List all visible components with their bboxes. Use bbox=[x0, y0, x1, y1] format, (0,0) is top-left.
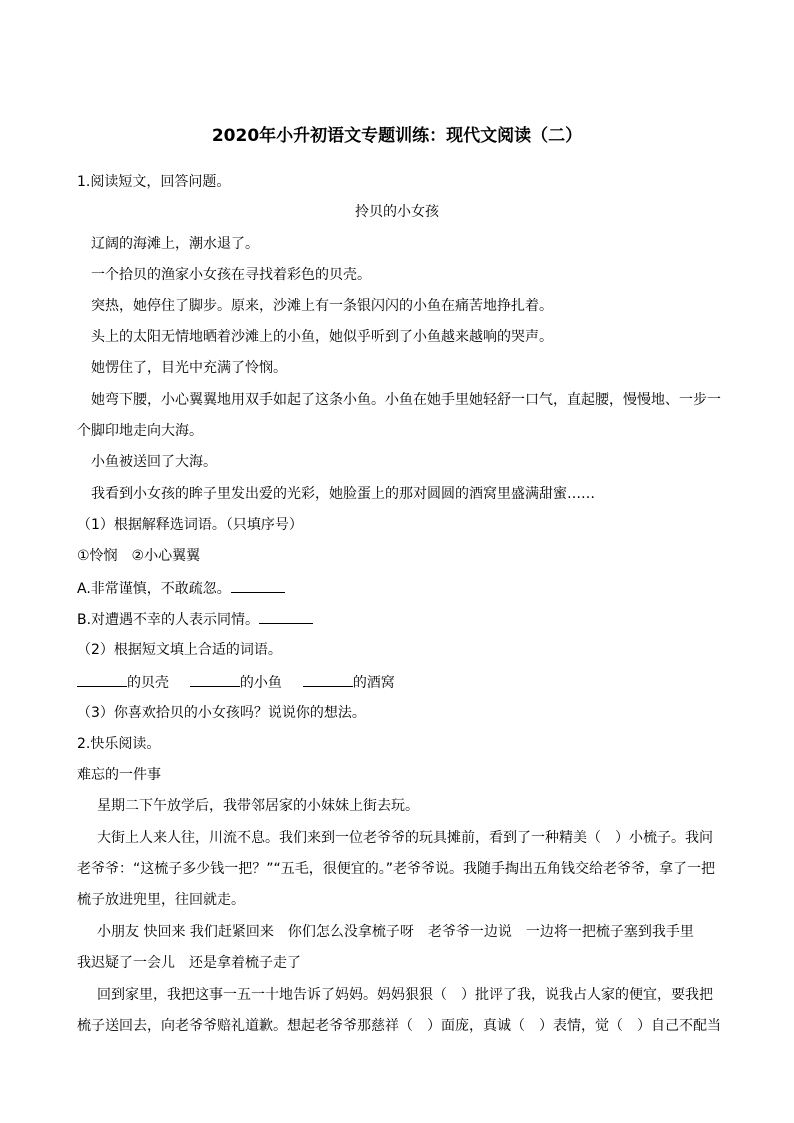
fill-label: 的酒窝 bbox=[352, 675, 395, 691]
story-2-title: 难忘的一件事 bbox=[77, 767, 161, 783]
item-a-text: A.非常谨慎，不敢疏忽。 bbox=[77, 581, 231, 597]
paragraph: 辽阔的海滩上，潮水退了。 bbox=[91, 236, 259, 252]
answer-blank[interactable] bbox=[259, 609, 313, 624]
paragraph-continued: 我迟疑了一会儿 还是拿着梳子走了 bbox=[77, 955, 301, 971]
question-2-prompt: 2.快乐阅读。 bbox=[77, 736, 161, 752]
paragraph: 回到家里，我把这事一五一十地告诉了妈妈。妈妈狠狠（ ）批评了我，说我占人家的便宜，要我把 bbox=[97, 987, 713, 1003]
word-options: ①怜悯 ②小心翼翼 bbox=[77, 548, 201, 564]
paragraph: 头上的太阳无情地晒着沙滩上的小鱼，她似乎听到了小鱼越来越响的哭声。 bbox=[91, 329, 553, 345]
item-b-text: B.对遭遇不幸的人表示同情。 bbox=[77, 612, 260, 628]
paragraph-continued: 个脚印地走向大海。 bbox=[77, 423, 203, 439]
paragraph: 星期二下午放学后，我带邻居家的小妹妹上街去玩。 bbox=[97, 798, 419, 814]
question-1-prompt: 1.阅读短文，回答问题。 bbox=[77, 174, 231, 190]
answer-blank[interactable] bbox=[303, 672, 353, 687]
paragraph-continued: 老爷爷：“这梳子多少钱一把？”“五毛，很便宜的。”老爷爷说。我随手掏出五角钱交给老爷爷，拿了一把 bbox=[77, 861, 716, 877]
fill-in-row bbox=[77, 672, 395, 693]
paragraph: 她弯下腰，小心翼翼地用双手如起了这条小鱼。小鱼在她手里她轻舒一口气，直起腰，慢慢地、一步一 bbox=[91, 392, 721, 408]
paragraph-continued: 梳子放进兜里，往回就走。 bbox=[77, 892, 245, 908]
story-1-title: 拎贝的小女孩 bbox=[355, 204, 439, 220]
sub-question-3: （3）你喜欢拾贝的小女孩吗？说说你的想法。 bbox=[77, 705, 366, 721]
paragraph: 大街上人来人往，川流不息。我们来到一位老爷爷的玩具摊前，看到了一种精美（ ）小梳子。我问 bbox=[97, 830, 713, 846]
paragraph: 突热，她停住了脚步。原来，沙滩上有一条银闪闪的小鱼在痛苦地挣扎着。 bbox=[91, 298, 553, 314]
paragraph: 小鱼被送回了大海。 bbox=[91, 454, 217, 470]
paragraph: 我看到小女孩的眸子里发出爱的光彩，她脸蛋上的那对圆圆的酒窝里盛满甜蜜…… bbox=[91, 486, 595, 502]
fill-label: 的小鱼 bbox=[239, 675, 282, 691]
paragraph: 一个拾贝的渔家小女孩在寻找着彩色的贝壳。 bbox=[91, 267, 371, 283]
sub-question-1: （1）根据解释选词语。（只填序号） bbox=[77, 517, 303, 533]
paragraph-continued: 梳子送回去，向老爷爷赔礼道歉。想起老爷爷那慈祥（ ）面庞，真诚（ ）表情，觉（ ）自己不配当 bbox=[77, 1018, 721, 1034]
fill-label: 的贝壳 bbox=[127, 675, 169, 691]
answer-blank[interactable] bbox=[190, 672, 240, 687]
page-title: 2020年小升初语文专题训练：现代文阅读（二） bbox=[211, 126, 583, 146]
paragraph: 小朋友 快回来 我们赶紧回来 你们怎么没拿梳子呀 老爷爷一边说 一边将一把梳子塞到我手里 bbox=[97, 924, 694, 940]
paragraph: 她愣住了，目光中充满了怜悯。 bbox=[91, 360, 287, 376]
sub-question-2: （2）根据短文填上合适的词语。 bbox=[77, 642, 282, 658]
answer-blank[interactable] bbox=[77, 672, 127, 687]
answer-blank[interactable] bbox=[231, 578, 285, 593]
item-b bbox=[77, 609, 313, 630]
item-a bbox=[77, 578, 285, 599]
